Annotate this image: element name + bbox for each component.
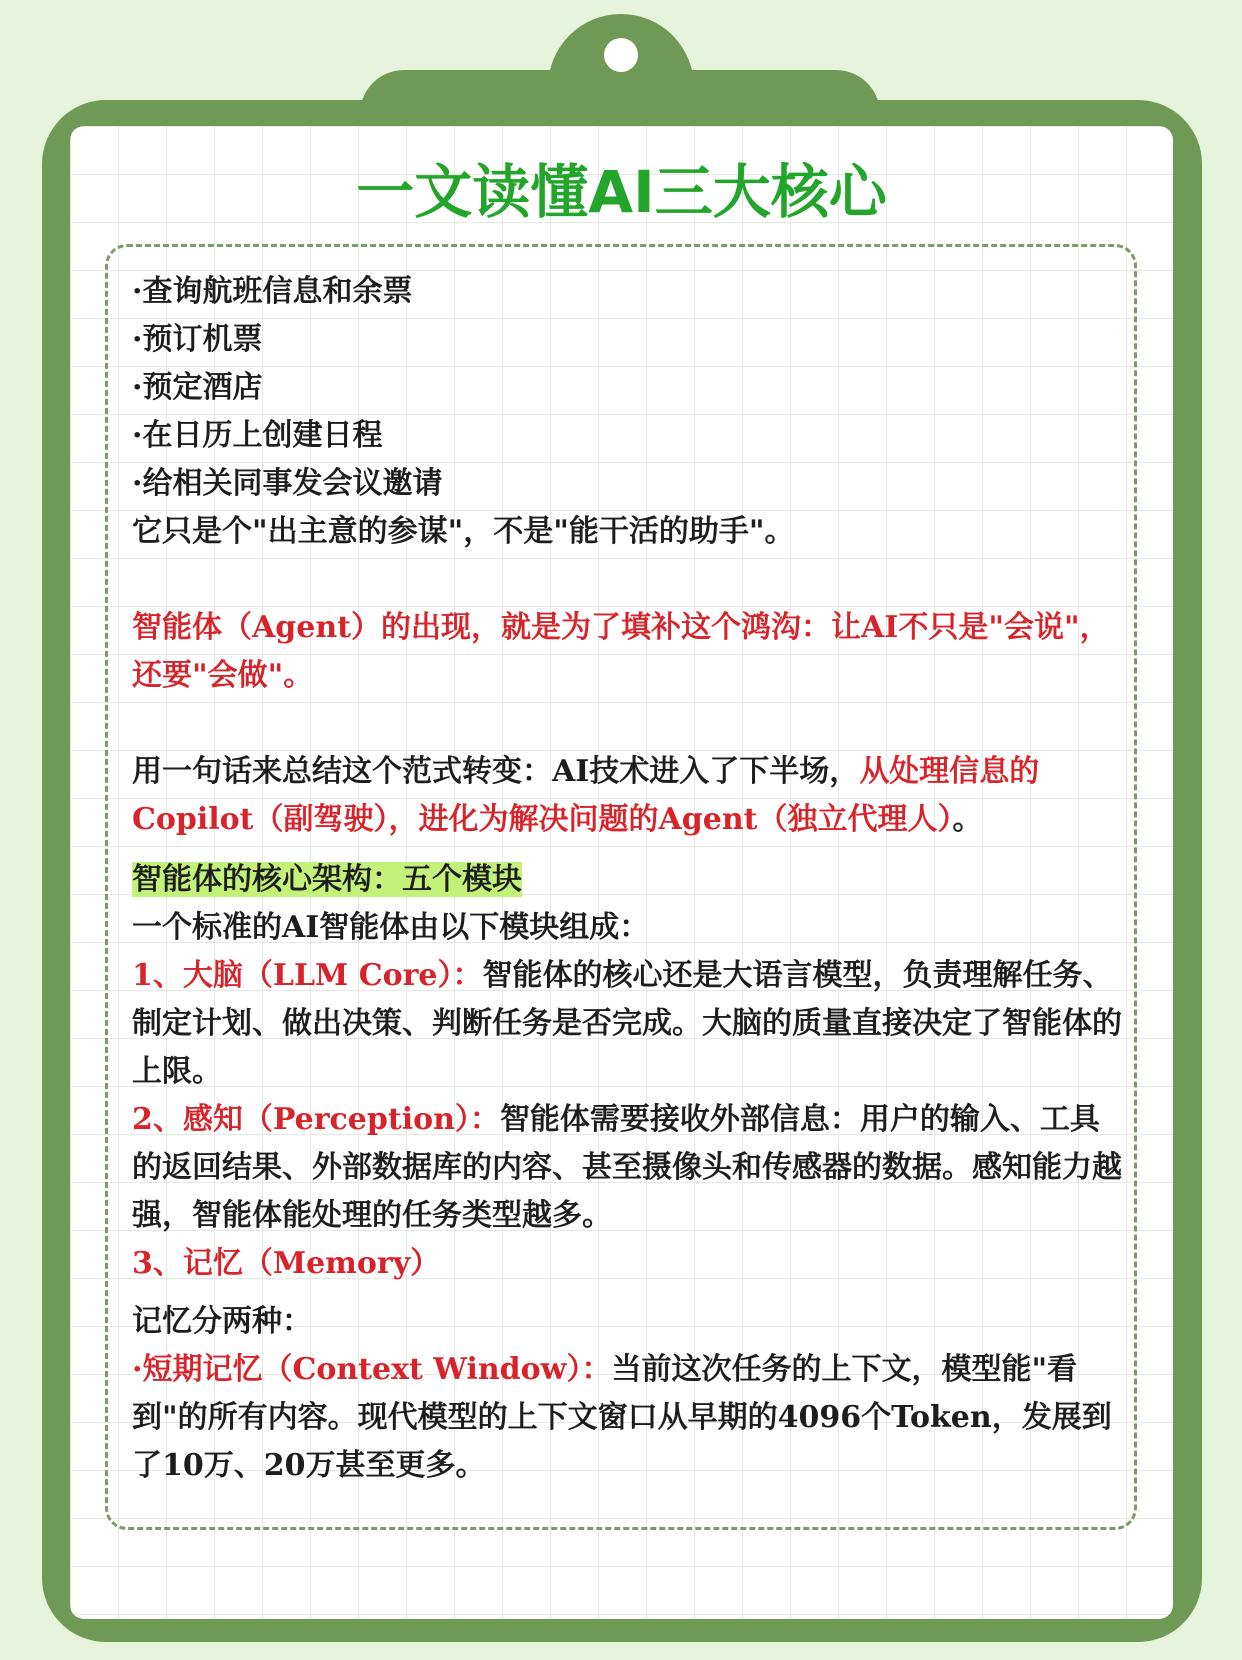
- section-intro: 一个标准的AI智能体由以下模块组成：: [132, 910, 650, 945]
- module-label: 2、感知（Perception）：: [132, 1102, 500, 1137]
- module-label: 3、记忆（Memory）: [132, 1246, 441, 1281]
- module-label: 1、大脑（LLM Core）：: [132, 958, 483, 993]
- short-term-label: ·短期记忆（Context Window）：: [132, 1352, 612, 1387]
- module-item: [132, 952, 1122, 1096]
- module-text: 智能体的核心还是大语言模型，负责理解任务、制定计划、做出决策、判断任务是否完成。大脑的质量直接决定了智能体的上限。: [132, 958, 1122, 1089]
- module-text: 智能体需要接收外部信息：用户的输入、工具的返回结果、外部数据库的内容、甚至摄像头和传感器的数据。感知能力越强，智能体能处理的任务类型越多。: [132, 1102, 1122, 1233]
- advisor-line: 它只是个"出主意的参谋"，不是"能干活的助手"。: [132, 514, 795, 549]
- clipboard-hole-icon: [604, 38, 638, 72]
- bullet-item: ·预定酒店: [132, 370, 263, 405]
- memory-intro: 记忆分两种：: [132, 1304, 312, 1339]
- agent-intro: 智能体（Agent）的出现，就是为了填补这个鸿沟：让AI不只是"会说"，还要"会做"。: [132, 610, 1110, 693]
- bullet-item: ·预订机票: [132, 322, 263, 357]
- summary-tail: 。: [952, 802, 983, 837]
- page-title: 一文读懂AI三大核心: [356, 158, 887, 226]
- bullet-item: ·查询航班信息和余票: [132, 274, 413, 309]
- short-term-memory: [132, 1346, 1122, 1490]
- content-body: [132, 268, 1122, 1490]
- bullet-item: ·给相关同事发会议邀请: [132, 466, 443, 501]
- section-heading-line: [132, 856, 1122, 904]
- short-term-text: 当前这次任务的上下文，模型能"看到"的所有内容。现代模型的上下文窗口从早期的4096个Token，发展到了10万、20万甚至更多。: [132, 1352, 1112, 1483]
- summary-lead: 用一句话来总结这个范式转变：AI技术进入了下半场，: [132, 754, 860, 789]
- bullet-item: ·在日历上创建日程: [132, 418, 383, 453]
- module-item: [132, 1096, 1122, 1240]
- summary-paragraph: [132, 748, 1122, 844]
- summary-emphasis: 从处理信息的Copilot（副驾驶），进化为解决问题的Agent（独立代理人）: [132, 754, 1040, 837]
- section-heading: 智能体的核心架构：五个模块: [132, 862, 522, 897]
- module-item: [132, 1240, 1122, 1288]
